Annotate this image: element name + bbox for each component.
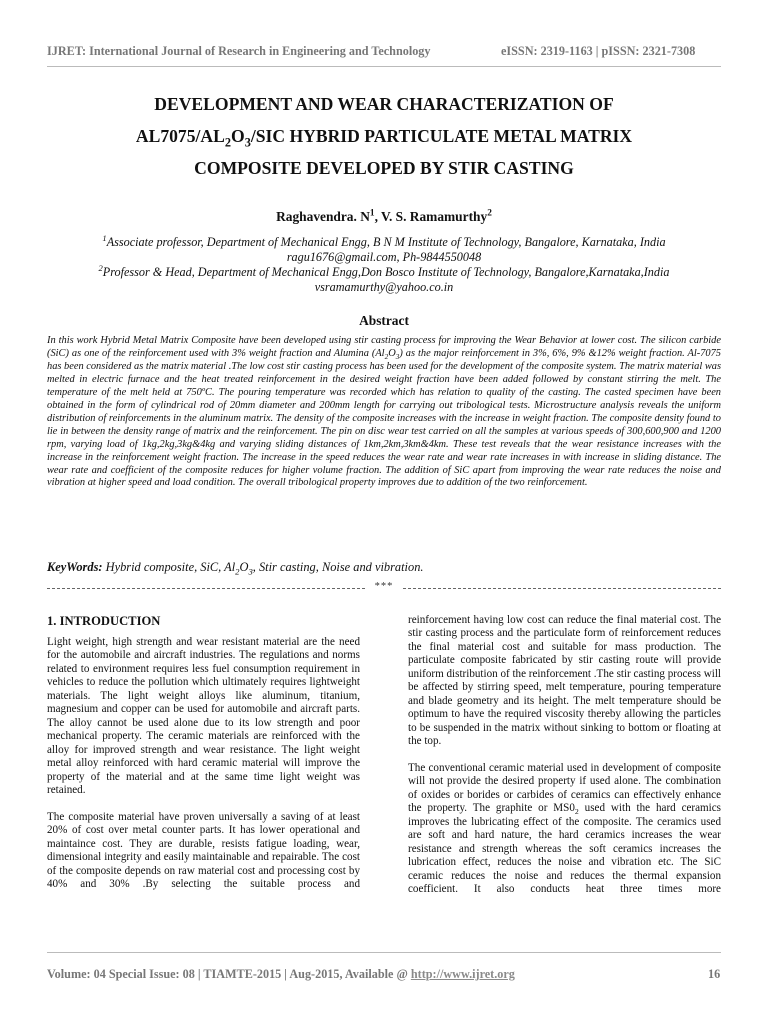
affiliation-1: $^1$Associate professor, Department of Mechanical Engg, B N M Institute of Technology, Bangalore, Karnataka, India [102, 232, 666, 249]
intro-paragraph-3: reinforcement having low cost can reduce the final material cost. The stir casting process and the particulate form of reinforcement reduces the final material cost and suitable for mass production. The particulate composite fabricated by stir casting route will provide uniform distribution of the reinforcement .The stir casting process will be affected by stirring speed, melt temperature, pouring temperature and blade geometry and its height. The melt temperature should be optimum to have the required viscosity thereby allowing the particles to be suspended in the matrix without sinking to bottom or floating at the top. [408, 614, 722, 748]
affiliation-2: $^2$Professor & Head, Department of Mechanical Engg,Don Bosco Institute of Technology, Bangalore,Karnataka,India [98, 262, 670, 279]
abstract-heading: Abstract [359, 313, 409, 328]
issn: eISSN: 2319-1163 | pISSN: 2321-7308 [501, 44, 696, 58]
section-heading-introduction: 1. INTRODUCTION [47, 614, 161, 628]
divider-stars: *** [374, 581, 394, 592]
divider-line-left [47, 588, 365, 589]
title-line-2: $AL7075/AL_2O_3$/SIC HYBRID PARTICULATE METAL MATRIX [135, 126, 633, 150]
keywords: KeyWords: Hybrid composite, SiC, $Al_2O_3$, Stir casting, Noise and vibration. [47, 560, 424, 577]
abstract-body: In this work Hybrid Metal Matrix Composite have been developed using stir casting process for improving the Wear Behavior at lower cost. The silicon carbide (SiC) as one of the reinforcement used with 3% weight fraction and Alumina $(Al_2O_3)$ as the major reinforcement in 3%, 6%, 9% &12% weight fraction. Al-7075 has been considered as the matrix material .The low cost stir casting process has been used for the development of the composite system. The matrix material was melted in electric furnace and the heat treated reinforcement in the desired weight fraction have been added followed by constant stirring the melt. The temperature of the melt held at 750ºC. The pouring temperature was recorded which has relation to quality of the casting. The casted specimen have been obtained in the form of cylindrical rod of 20mm diameter and 200mm length for carrying out tribological tests. Microstructure analysis reveals the uniform distribution of reinforcements in the aluminum matrix. The density of the composite increases with the increase in weight fraction. The composite density found to lie in between the density range of matrix and the reinforcement. The pin on disc wear test carried on all the samples at various speeds of 300,600,900 and 1200 rpm, varying load of 1kg,2kg,3kg&4kg and varying sliding distances of 1km,2km,3km&4km. These test reveals that the wear resistance increases with the increase in the reinforcement weight fraction. The increase in the speed reduces the wear rate and wear rate increases in with increase in sliding distance. The wear rate and coefficient of the composite reduces for higher volume fraction. The addition of SiC apart from improving the wear rate reduces the noise and vibration at higher speed and load condition. The overall tribological property improves due to addition of the two reinforcement. [47, 335, 721, 489]
page-number: 16 [708, 967, 721, 981]
affiliation-2-contact: vsramamurthy@yahoo.co.in [314, 280, 454, 294]
section-divider [47, 582, 721, 596]
keywords-label: KeyWords: [47, 560, 103, 574]
intro-paragraph-1: Light weight, high strength and wear resistant material are the need for the automobile and aircraft industries. The regulations and norms related to environment requires less fuel consumption requirement in vehicles to reduce the pollution which ultimately requires lightweight materials. The light weight alloys like aluminum, titanium, magnesium and copper can be used for automobile and aircraft parts. The alloy cannot be used alone due to its low strength and poor mechanical property. The ceramic materials are reinforced with the alloy for improved strength and wear resistance. The light weight metal alloy reinforced with hard ceramic material will improve the property of the material and at the same time light weight was retained. [47, 636, 360, 796]
journal-name: IJRET: International Journal of Research in Engineering and Technology [47, 44, 431, 58]
footer-volume-info: Volume: 04 Special Issue: 08 | TIAMTE-2015 | Aug-2015, Available @ http://www.ijret.org [47, 967, 515, 981]
left-column [47, 636, 360, 905]
intro-paragraph-4: The conventional ceramic material used in development of composite will not provide the desired property if used alone. The combination of oxides or borides or carbides of ceramics can effectively enhance the property. The graphite or $MS0_2$ used with the hard ceramics improves the lubricating effect of the composite. The ceramics used are soft and hard nature, the hard ceramics increases the wear resistance and strength whereas the soft ceramics increases the lubrication effect, reduces the noise and vibration etc. The SiC ceramic reduces the noise and reduces the thermal expansion coefficient. It also conducts heat three times more [408, 761, 721, 896]
affiliation-1-contact: ragu1676@gmail.com, Ph-9844550048 [286, 250, 482, 264]
right-column [408, 614, 721, 910]
footer-rule [47, 952, 721, 953]
title-line-1: DEVELOPMENT AND WEAR CHARACTERIZATION OF [154, 94, 614, 114]
intro-paragraph-2: The composite material have proven universally a saving of at least 20% of cost over metal counter parts. It has lower operational and maintaince cost. They are durable, resists fatigue loading, wear, dimensional integrity and easily maintainable and repairable. The cost of the composite depends on raw material cost and processing cost by 40% and 30% .By selecting the suitable process and [47, 810, 360, 891]
title-line-3: COMPOSITE DEVELOPED BY STIR CASTING [194, 158, 574, 178]
authors: Raghavendra. $N^1$, V. S. Ramamurthy$^2$ [276, 208, 492, 224]
journal-link[interactable]: http://www.ijret.org [410, 967, 515, 981]
divider-line-right [403, 588, 721, 589]
header-rule [47, 66, 721, 67]
